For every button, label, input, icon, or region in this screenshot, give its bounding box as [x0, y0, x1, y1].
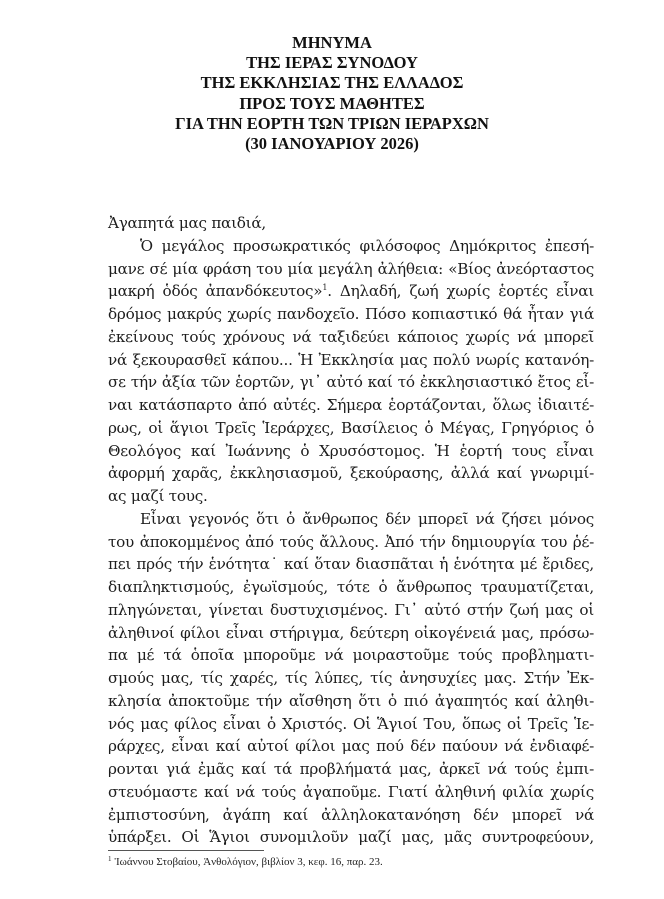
text-line: κλησία ἀποκτοῦμε τήν αἴσθηση ὅτι ὁ πιό ἀγαπητός καί ἀληθι-: [108, 691, 594, 710]
footnote: [108, 856, 383, 868]
footnote-text: Ἰωάννου Στοβαίου, Ἀνθολόγιον, βιβλίον 3, κεφ. 16, παρ. 23.: [114, 856, 383, 868]
text-line: του ἀποκομμένος ἀπό τούς ἄλλους. Ἀπό τήν δημιουργία του ῥέ-: [108, 532, 594, 551]
text-line: σε τήν ἀξία τῶν ἑορτῶν, γι᾽ αὐτό καί τό ἐκκλησιαστικό ἔτος εἶ-: [108, 373, 594, 392]
text-line: Θεολόγος καί Ἰωάννης ὁ Χρυσόστομος. Ἡ ἑορτή τους εἶναι: [108, 441, 594, 460]
text-line: ναι κατάσπαρτο ἀπό αὐτές. Σήμερα ἑορτάζονται, ὅλως ἰδιαιτέ-: [108, 396, 594, 414]
text-line: ρονται γιά ἐμᾶς καί τά προβλήματά μας, ἀρκεῖ νά τούς ἐμπι-: [108, 760, 594, 778]
title-line-church: ΤΗΣ ΕΚΚΛΗΣΙΑΣ ΤΗΣ ΕΛΛΑΔΟΣ: [200, 73, 464, 93]
text-line: νός μας φίλος εἶναι ὁ Χριστός. Οἱ Ἅγιοί Του, ὅπως οἱ Τρεῖς Ἱε-: [108, 714, 594, 733]
footnote-divider: [108, 850, 264, 851]
text-line: δρόμος μακρύς χωρίς πανδοχεῖο. Πόσο κοπιαστικό θά ἦταν γιά: [108, 305, 594, 323]
text-line: Ὁ μεγάλος προσωκρατικός φιλόσοφος Δημόκριτος ἐπεσή-: [140, 236, 594, 255]
text-line: ρως, οἱ ἅγιοι Τρεῖς Ἱεράρχες, Βασίλειος ὁ Μέγας, Γρηγόριος ὁ: [108, 418, 594, 437]
line-rest: . Δηλαδή, ζωή χωρίς ἑορτές εἶναι: [327, 282, 594, 301]
text-line: πα μέ τά ὁποῖα μποροῦμε νά μοιραστοῦμε τούς προβληματι-: [108, 646, 594, 665]
text-line: διαπληκτισμούς, ἐγωϊσμούς, τότε ὁ ἄνθρωπος τραυματίζεται,: [108, 578, 594, 596]
title-line-message: ΜΗΝΥΜΑ: [292, 33, 372, 52]
document-title: [0, 33, 664, 154]
quote-end: μακρή ὁδός ἀπανδόκευτος»: [108, 282, 323, 301]
footnote-marker[interactable]: 1: [322, 283, 328, 293]
text-line: μανε σέ μία φράση του μία μεγάλη ἀλήθεια: «Βίος ἀνεόρταστος: [108, 259, 594, 278]
text-line: Εἶναι γεγονός ὅτι ὁ ἄνθρωπος δέν μπορεῖ νά ζήσει μόνος: [140, 509, 594, 528]
text-line: ἐμπιστοσύνη, ἀγάπη καί ἀλληλοκατανόηση δέν μπορεῖ νά: [108, 805, 594, 824]
text-line: ἐκείνους τούς χρόνους νά ταξιδεύει κάποιος χωρίς νά μπορεῖ: [108, 327, 594, 346]
text-line: πληγώνεται, γίνεται δυστυχισμένος. Γι᾽ αὐτό στήν ζωή μας οἱ: [108, 600, 594, 619]
title-line-synod: ΤΗΣ ΙΕΡΑΣ ΣΥΝΟΔΟΥ: [246, 53, 418, 73]
title-line-date: (30 ΙΑΝΟΥΑΡΙΟΥ 2026): [245, 134, 419, 154]
text-line: ράρχες, εἶναι καί αὐτοί φίλοι μας πού δέν παύουν νά ἐνδιαφέ-: [108, 737, 594, 756]
paragraph-1: [108, 235, 594, 508]
title-line-feast: ΓΙΑ ΤΗΝ ΕΟΡΤΗ ΤΩΝ ΤΡΙΩΝ ΙΕΡΑΡΧΩΝ: [175, 113, 489, 133]
text-line-with-footnote: [108, 280, 594, 303]
text-line: πει πρός τήν ἑνότητα˙ καί ὅταν διασπᾶται ἡ ἑνότητα μέ ἔριδες,: [108, 555, 594, 574]
text-line: ἀφορμή χαρᾶς, ἐκκλησιασμοῦ, ξεκούρασης, ἀλλά καί γνωριμί-: [108, 464, 594, 483]
letter-body: [108, 212, 594, 849]
salutation: Ἀγαπητά μας παιδιά,: [108, 214, 266, 232]
text-line: ὑπάρξει. Οἱ Ἅγιοι συνομιλοῦν μαζί μας, μᾶς συντροφεύουν,: [108, 828, 594, 847]
text-line: νά ξεκουρασθεῖ κάπου... Ἡ Ἐκκλησία μας πολύ νωρίς κατανόη-: [108, 350, 594, 369]
text-line: σμούς μας, τίς χαρές, τίς λύπες, τίς ἀνησυχίες μας. Στήν Ἐκ-: [108, 669, 594, 687]
footnote-number: 1: [108, 855, 112, 863]
text-line: ἀληθινοί φίλοι εἶναι στήριγμα, δεύτερη οἰκογένειά μας, πρόσω-: [108, 623, 594, 642]
paragraph-2: [108, 508, 594, 849]
text-line: στευόμαστε καί νά τούς ἀγαποῦμε. Γιατί ἀληθινή φιλία χωρίς: [108, 782, 594, 801]
text-line: ας μαζί τους.: [108, 487, 208, 505]
title-line-recipients: ΠΡΟΣ ΤΟΥΣ ΜΑΘΗΤΕΣ: [239, 93, 425, 113]
